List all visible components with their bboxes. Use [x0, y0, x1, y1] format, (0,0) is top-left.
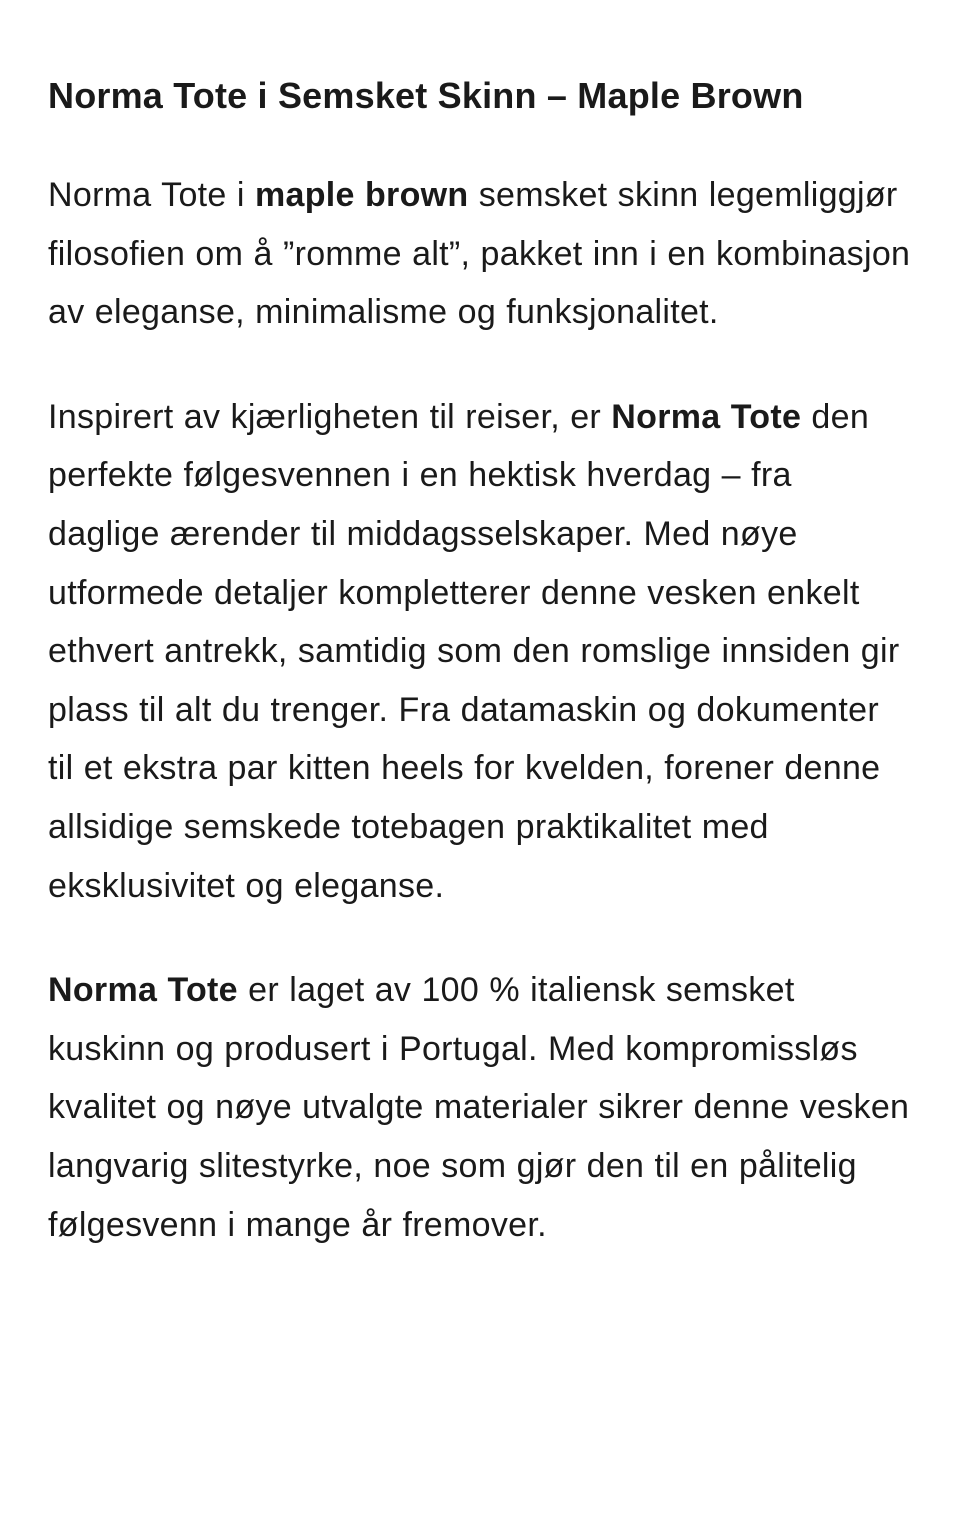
description-paragraph-2: [48, 388, 912, 915]
paragraph-3-text: er laget av 100 % italiensk semsket kuskinn og produsert i Portugal. Med kompromissløs kvalitet og nøye utvalgte materialer sikrer denne vesken langvarig slitestyrke, noe som gjør den til en pålitelig følgesvenn i mange år fremover.: [48, 971, 910, 1244]
product-name-highlight: Norma Tote: [48, 971, 238, 1010]
product-name-highlight: Norma Tote: [611, 397, 802, 436]
paragraph-2-text-end: den perfekte følgesvennen i en hektisk hverdag – fra daglige ærender til middagsselskaper. Med nøye utformede detaljer kompletterer denne vesken enkelt ethvert antrekk, samtidig som den romslige innsiden gir plass til alt du trenger. Fra datamaskin og dokumenter til et ekstra par kitten heels for kvelden, forener denne allsidige semskede totebagen praktikalitet med eksklusivitet og eleganse.: [48, 397, 900, 905]
product-title: Norma Tote i Semsket Skinn – Maple Brown: [48, 75, 804, 116]
description-paragraph-1: [48, 166, 912, 342]
paragraph-2-text-start: Inspirert av kjærligheten til reiser, er: [48, 397, 612, 436]
paragraph-1-text-end: semsket skinn legemliggjør filosofien om å ”romme alt”, pakket inn i en kombinasjon av eleganse, minimalisme og funksjonalitet.: [48, 176, 911, 332]
color-name-highlight: maple brown: [254, 176, 469, 214]
description-paragraph-3: [48, 961, 912, 1254]
paragraph-1-text-start: Norma Tote i: [48, 176, 255, 214]
